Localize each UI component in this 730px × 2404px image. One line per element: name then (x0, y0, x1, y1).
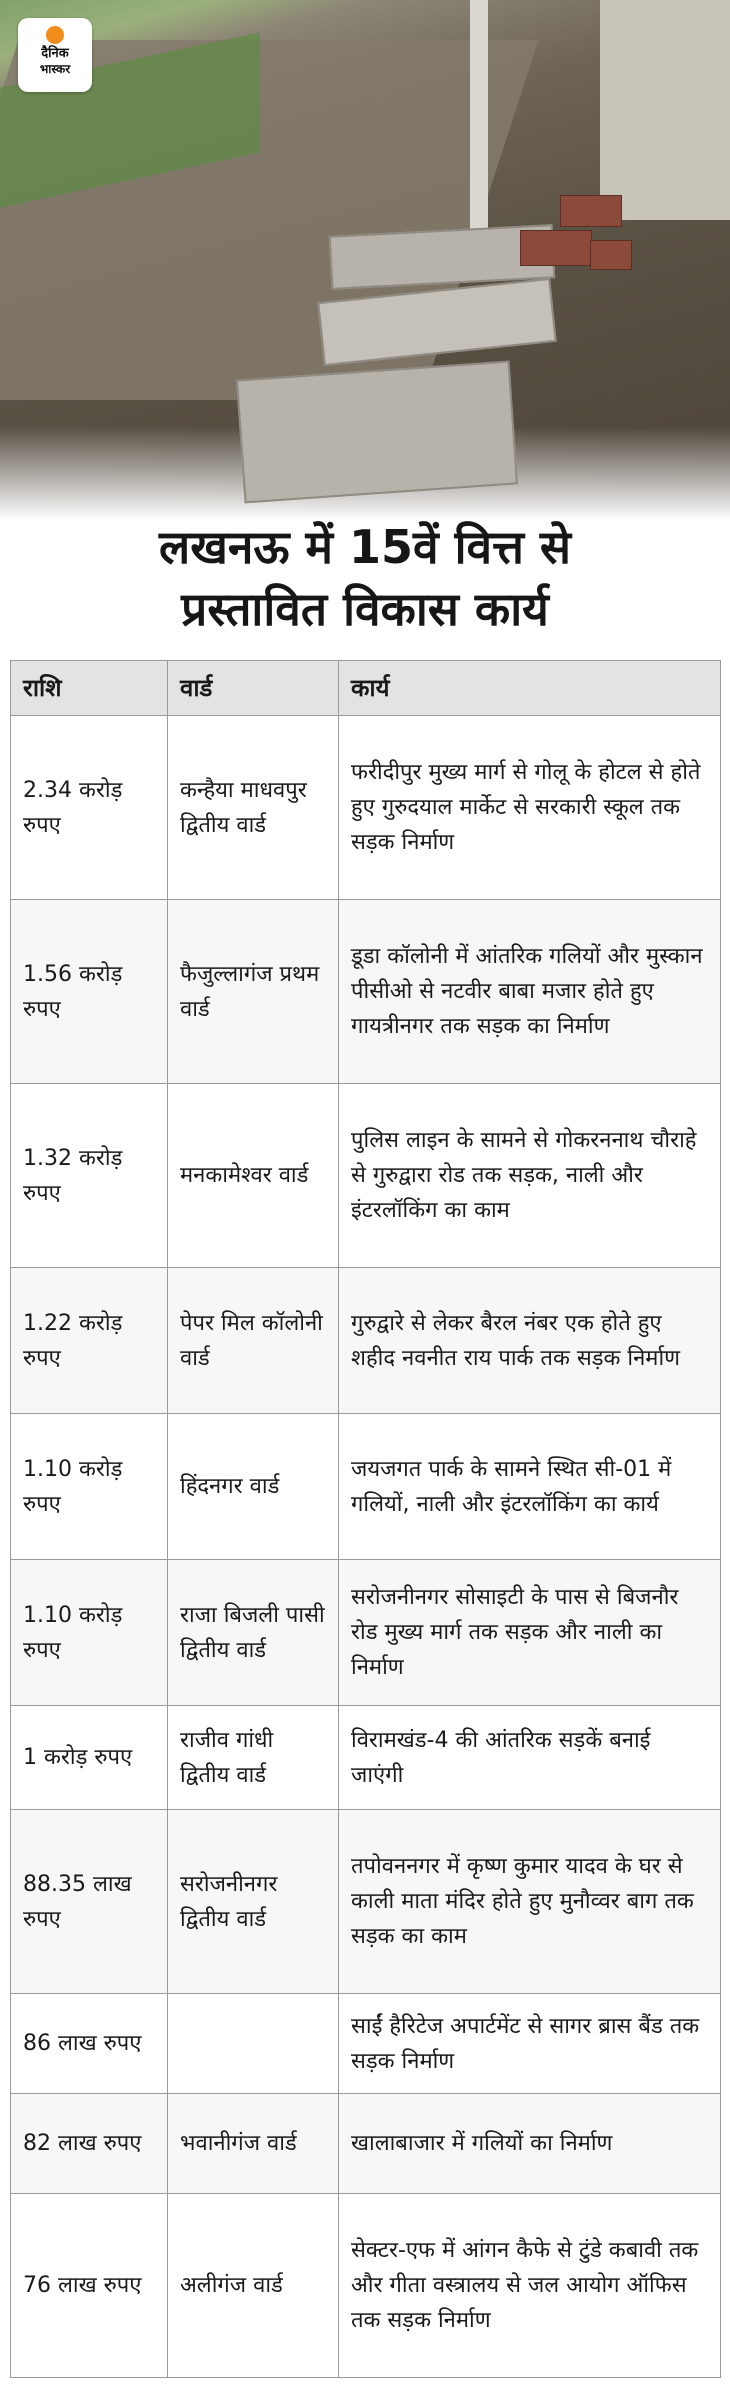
table-row (11, 1994, 721, 2094)
ward-cell: कन्हैया माधवपुर द्वितीय वार्ड (168, 716, 339, 900)
wall (600, 0, 730, 220)
header-amount: राशि (11, 661, 168, 716)
work-cell: फरीदीपुर मुख्य मार्ग से गोलू के होटल से होते हुए गुरुदयाल मार्केट से सरकारी स्कूल तक सड़क निर्माण (339, 716, 721, 900)
ward-cell: फैजुल्लागंज प्रथम वार्ड (168, 900, 339, 1084)
header-ward: वार्ड (168, 661, 339, 716)
table-row (11, 2194, 721, 2378)
ward-cell: भवानीगंज वार्ड (168, 2094, 339, 2194)
amount-cell: 1.32 करोड़ रुपए (11, 1084, 168, 1268)
ward-cell: मनकामेश्वर वार्ड (168, 1084, 339, 1268)
brick (520, 230, 592, 266)
works-table (10, 660, 721, 2378)
work-cell: तपोवननगर में कृष्ण कुमार यादव के घर से काली माता मंदिर होते हुए मुनौव्वर बाग तक सड़क का काम (339, 1810, 721, 1994)
title-line-2: प्रस्तावित विकास कार्य (181, 582, 549, 636)
ward-cell: अलीगंज वार्ड (168, 2194, 339, 2378)
table-row (11, 716, 721, 900)
work-cell: सेक्टर-एफ में आंगन कैफे से टुंडे कबावी तक और गीता वस्त्रालय से जल आयोग ऑफिस तक सड़क निर्माण (339, 2194, 721, 2378)
ward-cell: हिंदनगर वार्ड (168, 1414, 339, 1560)
brick (590, 240, 632, 270)
header-photo (0, 0, 730, 520)
ward-cell (168, 1994, 339, 2094)
table-row (11, 1084, 721, 1268)
ward-cell: राजीव गांधी द्वितीय वार्ड (168, 1706, 339, 1810)
work-cell: पुलिस लाइन के सामने से गोकरननाथ चौराहे से गुरुद्वारा रोड तक सड़क, नाली और इंटरलॉकिंग का काम (339, 1084, 721, 1268)
amount-cell: 86 लाख रुपए (11, 1994, 168, 2094)
work-cell: गुरुद्वारे से लेकर बैरल नंबर एक होते हुए शहीद नवनीत राय पार्क तक सड़क निर्माण (339, 1268, 721, 1414)
header-work: कार्य (339, 661, 721, 716)
work-cell: साईं हैरिटेज अपार्टमेंट से सागर ब्रास बैंड तक सड़क निर्माण (339, 1994, 721, 2094)
work-cell: सरोजनीनगर सोसाइटी के पास से बिजनौर रोड मुख्य मार्ग तक सड़क और नाली का निर्माण (339, 1560, 721, 1706)
amount-cell: 76 लाख रुपए (11, 2194, 168, 2378)
page-title (0, 516, 730, 640)
ward-cell: पेपर मिल कॉलोनी वार्ड (168, 1268, 339, 1414)
ward-cell: सरोजनीनगर द्वितीय वार्ड (168, 1810, 339, 1994)
logo-line-2: भास्कर (39, 62, 71, 76)
table-row (11, 1560, 721, 1706)
concrete-slab (236, 361, 518, 504)
work-cell: डूडा कॉलोनी में आंतरिक गलियों और मुस्कान पीसीओ से नटवीर बाबा मजार होते हुए गायत्रीनगर तक सड़क का निर्माण (339, 900, 721, 1084)
table-row (11, 1268, 721, 1414)
amount-cell: 82 लाख रुपए (11, 2094, 168, 2194)
sun-icon (46, 26, 64, 44)
table-header-row (11, 661, 721, 716)
pole (470, 0, 488, 240)
amount-cell: 1.10 करोड़ रुपए (11, 1560, 168, 1706)
ward-cell: राजा बिजली पासी द्वितीय वार्ड (168, 1560, 339, 1706)
table-row (11, 2094, 721, 2194)
amount-cell: 2.34 करोड़ रुपए (11, 716, 168, 900)
title-line-1: लखनऊ में 15वें वित्त से (159, 520, 571, 574)
table-row (11, 1414, 721, 1560)
work-cell: विरामखंड-4 की आंतरिक सड़कें बनाई जाएंगी (339, 1706, 721, 1810)
dainik-bhaskar-logo (18, 18, 92, 92)
table-row (11, 1810, 721, 1994)
amount-cell: 88.35 लाख रुपए (11, 1810, 168, 1994)
work-cell: जयजगत पार्क के सामने स्थित सी-01 में गलियों, नाली और इंटरलॉकिंग का कार्य (339, 1414, 721, 1560)
brick (560, 195, 622, 227)
amount-cell: 1.56 करोड़ रुपए (11, 900, 168, 1084)
amount-cell: 1.10 करोड़ रुपए (11, 1414, 168, 1560)
work-cell: खालाबाजार में गलियों का निर्माण (339, 2094, 721, 2194)
amount-cell: 1.22 करोड़ रुपए (11, 1268, 168, 1414)
table-row (11, 1706, 721, 1810)
table-row (11, 900, 721, 1084)
amount-cell: 1 करोड़ रुपए (11, 1706, 168, 1810)
logo-line-1: दैनिक (41, 46, 69, 61)
